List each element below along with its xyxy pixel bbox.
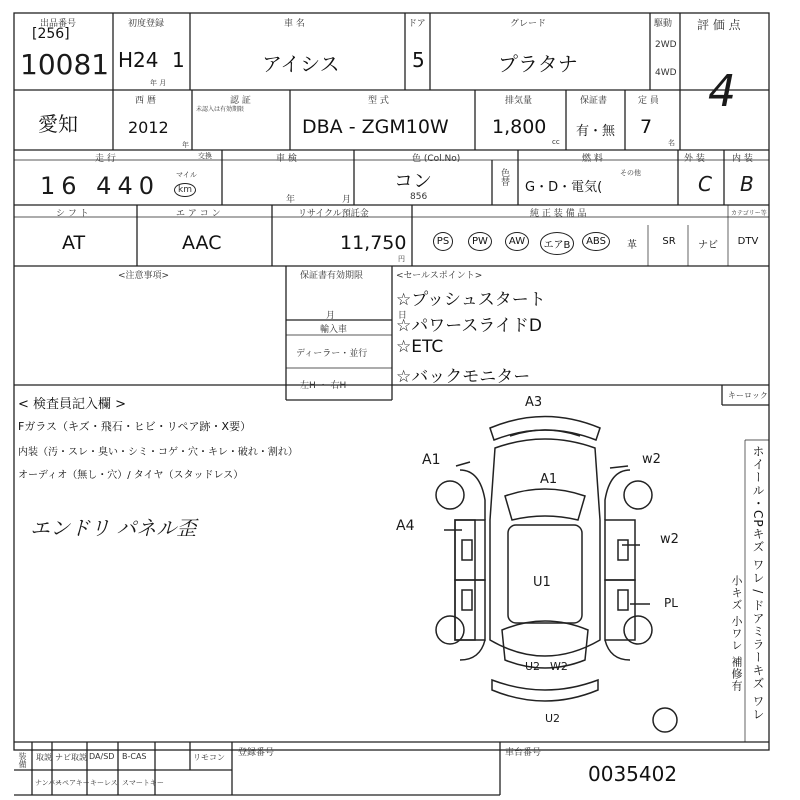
doors-value: 5 — [412, 48, 425, 72]
footer-item-spare-key: スペアキー — [55, 779, 90, 787]
displacement-unit: cc — [552, 138, 560, 146]
recycle-value: 11,750 — [340, 232, 407, 254]
sales-point-1: ☆プッシュスタート — [396, 290, 546, 310]
fuel-other: その他 — [620, 169, 641, 177]
year-label: 西 暦 — [135, 96, 156, 106]
reg-number-label: 登録番号 — [238, 748, 275, 758]
sales-point-2: ☆パワースライドD — [396, 316, 542, 336]
equipment-aw: AW — [501, 232, 533, 251]
equipment-sr: SR — [662, 236, 676, 247]
mark-u2-bottom: U2 — [545, 712, 561, 725]
grade-value: プラタナ — [498, 52, 578, 76]
car-name-value: アイシス — [262, 52, 340, 76]
frame-label: 車台番号 — [505, 748, 542, 758]
first-reg-month: 1 — [172, 48, 185, 72]
car-name-label: 車 名 — [284, 19, 305, 29]
lot-number: 10081 — [20, 48, 110, 81]
mileage-value: 16 440 — [40, 172, 160, 200]
mark-u2-rear: U2 — [525, 660, 541, 673]
caution-label: <注意事項> — [118, 271, 170, 281]
drive-4wd: 4WD — [655, 68, 677, 78]
doors-label: ドア — [408, 19, 426, 29]
footer-item-keyless: キーレス — [90, 779, 118, 787]
color-label: 色 (Col.No) — [412, 154, 461, 164]
interior-value: B — [740, 172, 754, 196]
year-value: 2012 — [128, 118, 169, 137]
displacement-label: 排気量 — [505, 96, 533, 106]
equipment-abs: ABS — [578, 232, 614, 251]
mark-a1-left: A1 — [422, 452, 441, 468]
score-label: 評 価 点 — [697, 18, 741, 32]
recycle-unit: 円 — [398, 255, 405, 263]
mileage-label: 走 行 — [95, 154, 116, 164]
warranty-month-day: 月 日 — [326, 311, 437, 321]
shift-value: AT — [62, 232, 86, 254]
mileage-unit-mile: マイル — [176, 171, 197, 179]
footer-item-number: ナンバー — [35, 779, 63, 787]
ninsho-sub: 未認入は有効期限 — [196, 106, 245, 113]
sales-point-3: ☆ETC — [396, 337, 444, 357]
score-value: 4 — [708, 66, 736, 117]
frame-value: 0035402 — [588, 762, 678, 786]
footer-item-remote: リモコン — [193, 753, 225, 762]
meter-label: 交換 — [198, 152, 212, 160]
mark-w2-right: w2 — [660, 532, 679, 547]
displacement-value: 1,800 — [492, 116, 547, 138]
color-change-label: 色替 — [499, 168, 509, 186]
ac-label: エ ア コ ン — [176, 209, 221, 219]
exterior-value: C — [698, 172, 712, 196]
model-value: DBA - ZGM10W — [302, 116, 449, 138]
capacity-value: 7 — [640, 116, 653, 138]
sales-point-4: ☆バックモニター — [396, 367, 531, 387]
inspection-label: 車 検 — [276, 154, 297, 164]
equipment-ps: PS — [427, 232, 459, 251]
import-label: 輸入車 — [320, 325, 348, 335]
handle-label: 左H ・ 右H — [300, 381, 347, 391]
key-label: キーロック — [728, 391, 768, 400]
side-small: 小キズ 小ワレ 補修有 — [730, 575, 743, 692]
side-text: ホイール・CPキズ ワレ / ドアミラーキズ ワレ — [751, 445, 765, 721]
glass-line: Fガラス（キズ・飛石・ヒビ・リペア跡・X要） — [18, 420, 252, 433]
first-reg-value: H24 — [118, 48, 159, 72]
equipment-pw: PW — [464, 232, 496, 251]
region-value: 愛知 — [38, 112, 78, 136]
fuel-value: G・D・電気( — [525, 180, 603, 195]
color-code: 856 — [410, 192, 428, 202]
equipment-airbag: エアB — [537, 232, 577, 255]
ninsho-label: 認 証 — [230, 96, 251, 106]
interior-line: 内装（汚・スレ・臭い・シミ・コゲ・穴・キレ・破れ・割れ） — [18, 447, 298, 458]
warranty-value: 有・無 — [576, 124, 616, 139]
capacity-unit: 名 — [668, 139, 675, 147]
recycle-label: リサイクル預託金 — [298, 209, 369, 219]
footer-item-manual: 取説 — [36, 753, 52, 762]
equipment-leather: 革 — [627, 240, 637, 251]
mark-w2-top: w2 — [642, 452, 661, 467]
mark-a3: A3 — [525, 395, 543, 410]
drive-label: 駆動 — [654, 19, 673, 29]
footer-item-dasd: DA/SD — [89, 752, 115, 761]
grade-label: グレード — [510, 19, 547, 29]
lot-sub: [256] — [32, 26, 70, 42]
mileage-unit-km: km — [174, 183, 196, 197]
fuel-label: 燃 料 — [582, 154, 603, 164]
drive-2wd: 2WD — [655, 40, 677, 50]
color-value: コン — [394, 170, 433, 192]
footer-item-bcas: B-CAS — [122, 752, 147, 761]
navi-type-label: カテゴリー等 — [731, 210, 767, 217]
dealer-label: ディーラー・並行 — [296, 349, 368, 359]
footer-item-navi-manual: ナビ取説 — [55, 753, 87, 762]
mark-w2-rear: W2 — [550, 660, 568, 673]
shift-label: シ フ ト — [56, 209, 89, 219]
mark-u1: U1 — [533, 575, 551, 590]
ac-value: AAC — [182, 232, 222, 254]
sales-point-label: <セールスポイント> — [396, 271, 483, 281]
first-reg-unit: 年 月 — [150, 79, 167, 87]
inspector-comment: エンドリ パネル歪 — [30, 516, 197, 540]
equipment-dtv: DTV — [737, 236, 759, 247]
capacity-label: 定 員 — [638, 96, 659, 106]
mark-a1-center: A1 — [540, 472, 558, 487]
inspection-unit-month: 月 — [342, 195, 352, 205]
equipment-label: 純 正 装 備 品 — [530, 209, 587, 219]
year-unit: 年 — [182, 141, 189, 149]
footer-equip-label: 装備 — [18, 752, 27, 768]
lot-label: 出品番号 — [40, 19, 77, 29]
mark-a4: A4 — [396, 518, 415, 534]
warranty-label: 保証書 — [580, 96, 608, 106]
model-label: 型 式 — [368, 96, 389, 106]
inspection-unit-year: 年 — [286, 195, 296, 205]
first-reg-label: 初度登録 — [128, 19, 165, 29]
inspector-title: < 検査員記入欄 > — [18, 397, 127, 412]
footer-item-smart-key: スマートキー — [122, 779, 164, 787]
mark-pl: PL — [664, 596, 678, 610]
warranty-period-label: 保証書有効期限 — [300, 271, 364, 281]
audio-line: オーディオ（無し・穴）/ タイヤ（スタッドレス） — [18, 470, 244, 481]
exterior-label: 外 装 — [684, 154, 705, 164]
equipment-navi: ナビ — [698, 240, 718, 251]
interior-label: 内 装 — [732, 154, 753, 164]
